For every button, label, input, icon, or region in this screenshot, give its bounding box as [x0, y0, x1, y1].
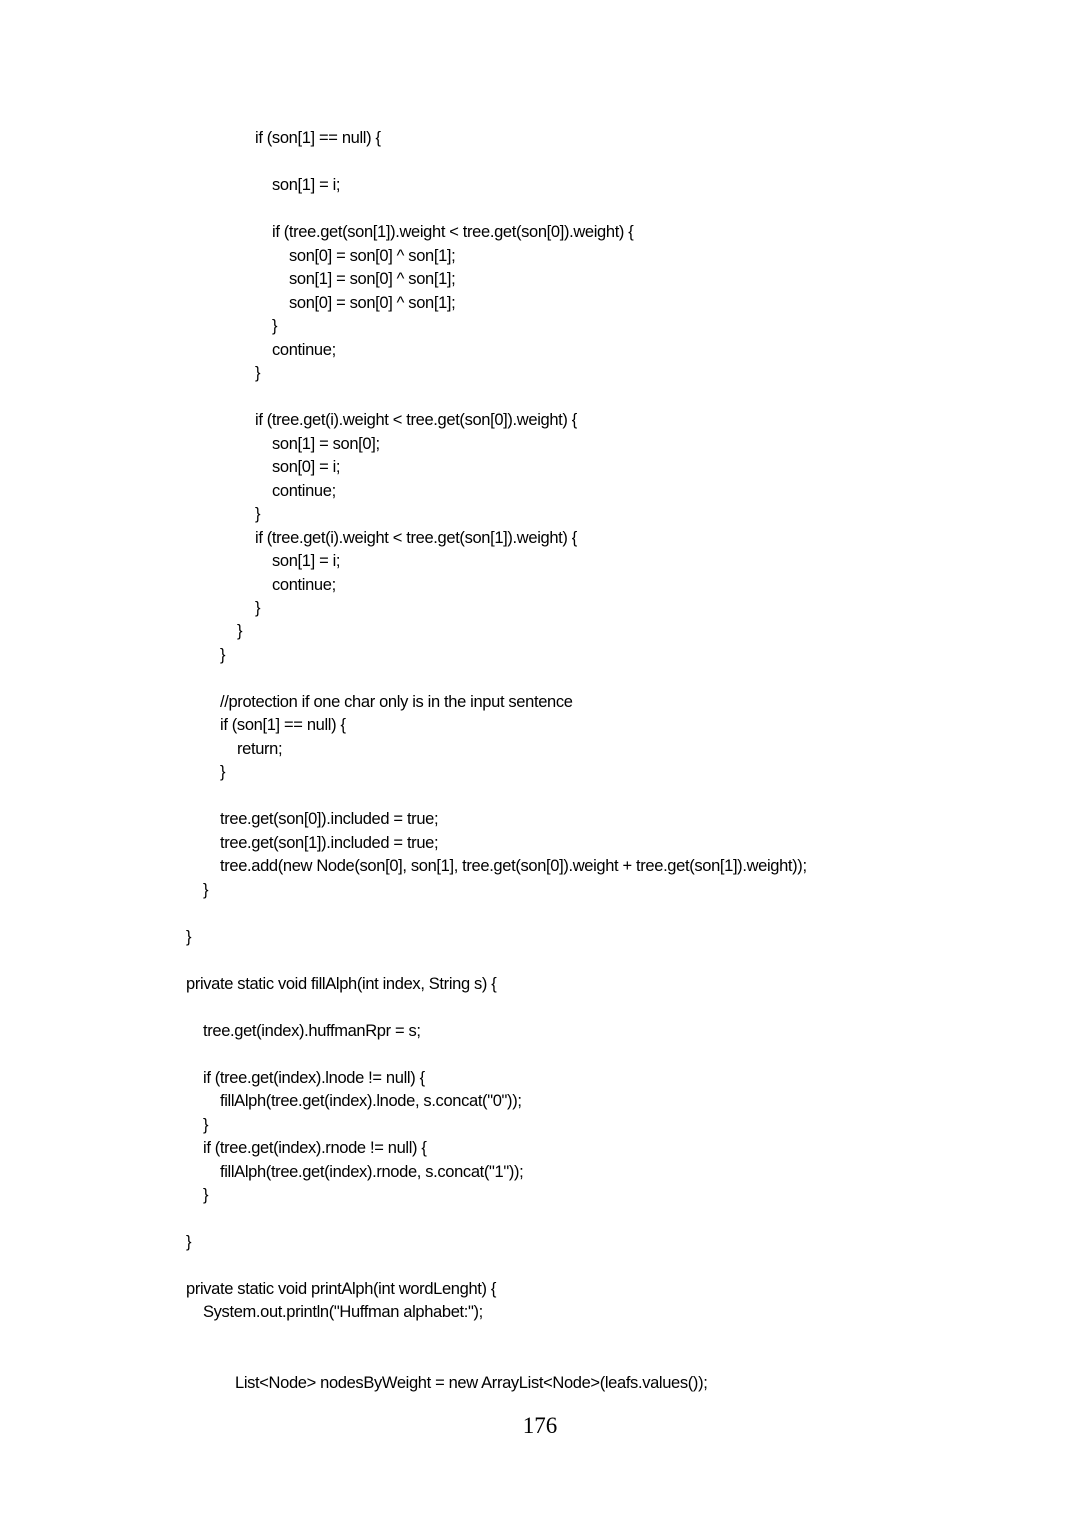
code-line: continue;	[272, 341, 336, 359]
code-line: tree.get(index).huffmanRpr = s;	[203, 1022, 421, 1040]
code-line: if (tree.get(i).weight < tree.get(son[0]).weight) {	[255, 411, 577, 429]
code-line: }	[272, 317, 278, 335]
code-line: if (son[1] == null) {	[220, 716, 346, 734]
code-line: tree.get(son[0]).included = true;	[220, 810, 439, 828]
code-line: }	[255, 599, 261, 617]
code-line: }	[186, 928, 192, 946]
code-line: son[0] = son[0] ^ son[1];	[289, 294, 456, 312]
code-line: continue;	[272, 576, 336, 594]
code-line: fillAlph(tree.get(index).lnode, s.concat("0"));	[220, 1092, 522, 1110]
code-line: continue;	[272, 482, 336, 500]
code-line: if (son[1] == null) {	[255, 129, 381, 147]
code-line: return;	[237, 740, 283, 758]
code-line: }	[203, 1186, 209, 1204]
code-line: private static void fillAlph(int index, String s) {	[186, 975, 497, 993]
code-line: private static void printAlph(int wordLenght) {	[186, 1280, 497, 1298]
code-line: }	[255, 364, 261, 382]
code-line: }	[203, 881, 209, 899]
code-line: }	[237, 622, 243, 640]
code-line: tree.add(new Node(son[0], son[1], tree.get(son[0]).weight + tree.get(son[1]).weight));	[220, 857, 807, 875]
code-line: if (tree.get(index).rnode != null) {	[203, 1139, 427, 1157]
code-line: }	[255, 505, 261, 523]
code-line: if (tree.get(son[1]).weight < tree.get(son[0]).weight) {	[272, 223, 634, 241]
code-line: List<Node> nodesByWeight = new ArrayList<Node>(leafs.values());	[235, 1374, 708, 1392]
code-line: }	[220, 763, 226, 781]
code-line: son[1] = i;	[272, 552, 341, 570]
code-line: }	[220, 646, 226, 664]
page-number: 176	[522, 1413, 558, 1438]
code-line: son[1] = son[0] ^ son[1];	[289, 270, 456, 288]
code-line: son[1] = i;	[272, 176, 341, 194]
code-line: fillAlph(tree.get(index).rnode, s.concat("1"));	[220, 1163, 524, 1181]
code-line: System.out.println("Huffman alphabet:");	[203, 1303, 483, 1321]
code-line: }	[203, 1116, 209, 1134]
code-line: if (tree.get(index).lnode != null) {	[203, 1069, 425, 1087]
code-line: }	[186, 1233, 192, 1251]
code-line: son[1] = son[0];	[272, 435, 380, 453]
code-line: if (tree.get(i).weight < tree.get(son[1]).weight) {	[255, 529, 577, 547]
code-line: tree.get(son[1]).included = true;	[220, 834, 439, 852]
code-line: son[0] = i;	[272, 458, 341, 476]
code-line: son[0] = son[0] ^ son[1];	[289, 247, 456, 265]
code-comment: //protection if one char only is in the input sentence	[220, 693, 573, 711]
